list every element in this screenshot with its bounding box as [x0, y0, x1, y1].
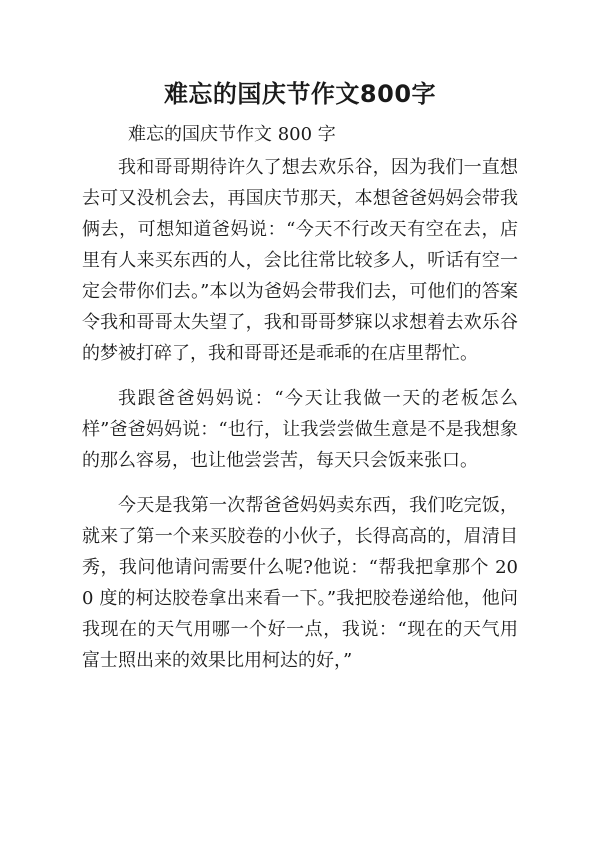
paragraph-3: 今天是我第一次帮爸爸妈妈卖东西，我们吃完饭，就来了第一个来买胶卷的小伙子，长得高高的，眉清目秀，我问他请问需要什么呢?他说：“帮我把拿那个 200 度的柯达胶卷拿出来看一下。”我把胶卷递给他，他问我现在的天气用哪一个好一点，我说：“现在的天气用富士照出来的效果比用柯达的好，” [82, 495, 518, 671]
paragraph-1: 我和哥哥期待许久了想去欢乐谷，因为我们一直想去可又没机会去，再国庆节那天，本想爸爸妈妈会带我俩去，可想知道爸妈说：“今天不行改天有空在去，店里有人来买东西的人，会比往常比较多人，听话有空一定会带你们去。”本以为爸妈会带我们去，可他们的答案令我和哥哥太失望了，我和哥哥梦寐以求想着去欢乐谷的梦被打碎了，我和哥哥还是乖乖的在店里帮忙。 [82, 157, 518, 364]
document-body [82, 152, 518, 690]
paragraph-2: 我跟爸爸妈妈说：“今天让我做一天的老板怎么样”爸爸妈妈说：“也行，让我尝尝做生意是不是我想象的那么容易，也让他尝尝苦，每天只会饭来张口。 [82, 388, 518, 471]
document-subtitle: 难忘的国庆节作文 800 字 [128, 124, 336, 145]
document-title: 难忘的国庆节作文800字 [163, 80, 437, 108]
